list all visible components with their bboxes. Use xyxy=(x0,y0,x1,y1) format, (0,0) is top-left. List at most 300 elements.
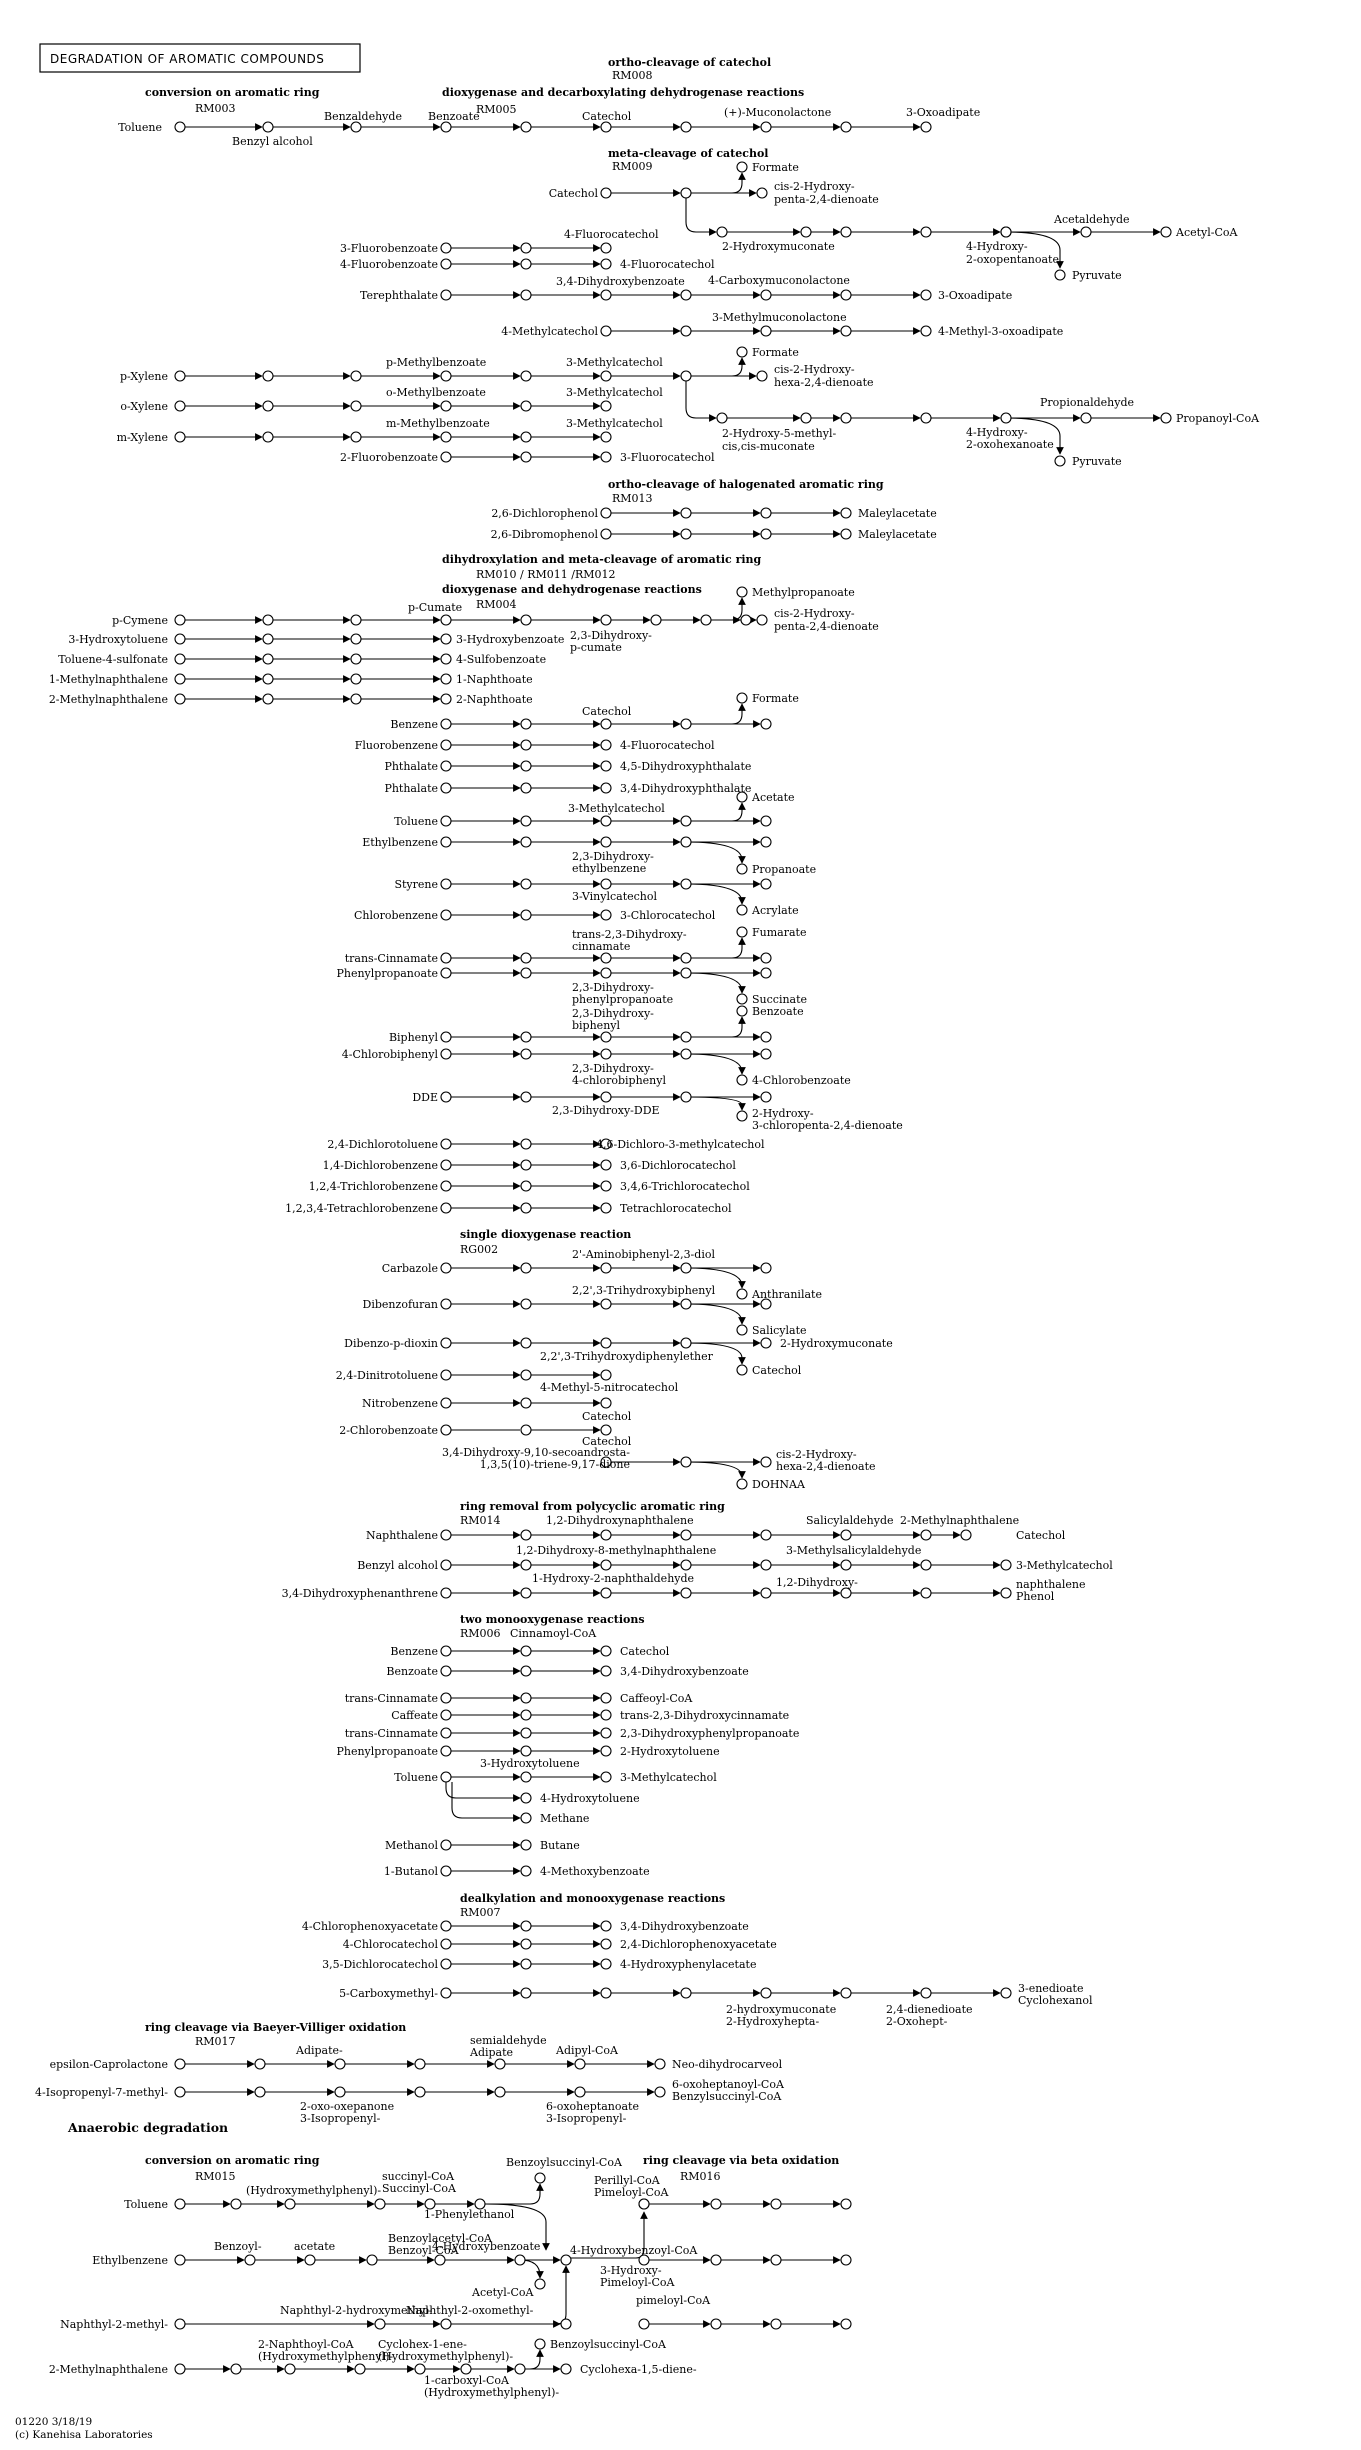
compound-node[interactable] xyxy=(681,1049,691,1059)
compound-node[interactable] xyxy=(521,1338,531,1348)
compound-node[interactable] xyxy=(441,1049,451,1059)
compound-node[interactable] xyxy=(521,1560,531,1570)
compound-node[interactable] xyxy=(441,1398,451,1408)
compound-node[interactable] xyxy=(601,1921,611,1931)
compound-node[interactable] xyxy=(921,1560,931,1570)
compound-node[interactable] xyxy=(601,1203,611,1213)
compound-node[interactable] xyxy=(761,1049,771,1059)
compound-node[interactable] xyxy=(601,740,611,750)
compound-node[interactable] xyxy=(441,432,451,442)
compound-node[interactable] xyxy=(601,1746,611,1756)
compound-node[interactable] xyxy=(441,879,451,889)
compound-node[interactable] xyxy=(601,1772,611,1782)
compound-node[interactable] xyxy=(737,994,747,1004)
compound-node[interactable] xyxy=(1001,1588,1011,1598)
compound-node[interactable] xyxy=(175,694,185,704)
compound-node[interactable] xyxy=(561,2364,571,2374)
compound-node[interactable] xyxy=(521,1646,531,1656)
compound-node[interactable] xyxy=(263,615,273,625)
compound-node[interactable] xyxy=(521,1530,531,1540)
compound-node[interactable] xyxy=(351,371,361,381)
compound-node[interactable] xyxy=(601,1032,611,1042)
compound-node[interactable] xyxy=(841,413,851,423)
compound-node[interactable] xyxy=(601,1263,611,1273)
compound-node[interactable] xyxy=(441,761,451,771)
compound-node[interactable] xyxy=(441,1840,451,1850)
compound-node[interactable] xyxy=(441,1370,451,1380)
compound-node[interactable] xyxy=(175,432,185,442)
compound-node[interactable] xyxy=(175,2364,185,2374)
compound-node[interactable] xyxy=(521,1049,531,1059)
compound-node[interactable] xyxy=(601,1049,611,1059)
compound-node[interactable] xyxy=(737,1365,747,1375)
compound-node[interactable] xyxy=(841,290,851,300)
compound-node[interactable] xyxy=(521,1959,531,1969)
compound-node[interactable] xyxy=(681,1457,691,1467)
compound-node[interactable] xyxy=(601,1398,611,1408)
compound-node[interactable] xyxy=(601,371,611,381)
compound-node[interactable] xyxy=(601,910,611,920)
compound-node[interactable] xyxy=(601,1181,611,1191)
compound-node[interactable] xyxy=(601,1530,611,1540)
compound-node[interactable] xyxy=(521,1746,531,1756)
compound-node[interactable] xyxy=(711,2255,721,2265)
compound-node[interactable] xyxy=(441,1588,451,1598)
compound-node[interactable] xyxy=(737,1479,747,1489)
compound-node[interactable] xyxy=(231,2199,241,2209)
compound-node[interactable] xyxy=(761,508,771,518)
compound-node[interactable] xyxy=(921,413,931,423)
compound-node[interactable] xyxy=(921,290,931,300)
compound-node[interactable] xyxy=(351,654,361,664)
compound-node[interactable] xyxy=(681,529,691,539)
compound-node[interactable] xyxy=(761,1032,771,1042)
compound-node[interactable] xyxy=(441,1693,451,1703)
compound-node[interactable] xyxy=(351,401,361,411)
compound-node[interactable] xyxy=(921,227,931,237)
compound-node[interactable] xyxy=(737,347,747,357)
compound-node[interactable] xyxy=(601,259,611,269)
compound-node[interactable] xyxy=(441,1560,451,1570)
compound-node[interactable] xyxy=(651,615,661,625)
compound-node[interactable] xyxy=(461,2364,471,2374)
compound-node[interactable] xyxy=(521,1032,531,1042)
compound-node[interactable] xyxy=(521,1263,531,1273)
compound-node[interactable] xyxy=(521,615,531,625)
compound-node[interactable] xyxy=(737,1289,747,1299)
compound-node[interactable] xyxy=(521,719,531,729)
compound-node[interactable] xyxy=(921,1988,931,1998)
compound-node[interactable] xyxy=(441,290,451,300)
compound-node[interactable] xyxy=(601,1710,611,1720)
compound-node[interactable] xyxy=(575,2087,585,2097)
compound-node[interactable] xyxy=(681,290,691,300)
compound-node[interactable] xyxy=(441,1338,451,1348)
compound-node[interactable] xyxy=(263,371,273,381)
compound-node[interactable] xyxy=(521,1398,531,1408)
compound-node[interactable] xyxy=(441,2319,451,2329)
compound-node[interactable] xyxy=(441,1092,451,1102)
compound-node[interactable] xyxy=(601,1425,611,1435)
compound-node[interactable] xyxy=(757,371,767,381)
compound-node[interactable] xyxy=(441,910,451,920)
compound-node[interactable] xyxy=(601,879,611,889)
compound-node[interactable] xyxy=(681,1263,691,1273)
compound-node[interactable] xyxy=(521,1793,531,1803)
compound-node[interactable] xyxy=(441,122,451,132)
compound-node[interactable] xyxy=(601,1728,611,1738)
compound-node[interactable] xyxy=(601,188,611,198)
compound-node[interactable] xyxy=(521,1425,531,1435)
compound-node[interactable] xyxy=(761,326,771,336)
compound-node[interactable] xyxy=(841,2255,851,2265)
compound-node[interactable] xyxy=(285,2364,295,2374)
compound-node[interactable] xyxy=(841,1588,851,1598)
compound-node[interactable] xyxy=(681,371,691,381)
compound-node[interactable] xyxy=(351,122,361,132)
compound-node[interactable] xyxy=(761,719,771,729)
compound-node[interactable] xyxy=(535,2279,545,2289)
compound-node[interactable] xyxy=(601,1092,611,1102)
compound-node[interactable] xyxy=(263,432,273,442)
compound-node[interactable] xyxy=(601,1560,611,1570)
compound-node[interactable] xyxy=(655,2087,665,2097)
compound-node[interactable] xyxy=(841,1530,851,1540)
compound-node[interactable] xyxy=(521,1939,531,1949)
compound-node[interactable] xyxy=(521,1921,531,1931)
compound-node[interactable] xyxy=(841,1988,851,1998)
compound-node[interactable] xyxy=(521,452,531,462)
compound-node[interactable] xyxy=(681,953,691,963)
compound-node[interactable] xyxy=(601,953,611,963)
compound-node[interactable] xyxy=(737,1006,747,1016)
compound-node[interactable] xyxy=(761,1263,771,1273)
compound-node[interactable] xyxy=(263,654,273,664)
compound-node[interactable] xyxy=(681,1988,691,1998)
compound-node[interactable] xyxy=(441,1939,451,1949)
compound-node[interactable] xyxy=(761,529,771,539)
compound-node[interactable] xyxy=(1055,270,1065,280)
compound-node[interactable] xyxy=(175,2087,185,2097)
compound-node[interactable] xyxy=(601,452,611,462)
compound-node[interactable] xyxy=(921,122,931,132)
compound-node[interactable] xyxy=(351,432,361,442)
compound-node[interactable] xyxy=(1161,413,1171,423)
compound-node[interactable] xyxy=(561,2319,571,2329)
compound-node[interactable] xyxy=(681,968,691,978)
compound-node[interactable] xyxy=(535,2173,545,2183)
compound-node[interactable] xyxy=(263,122,273,132)
compound-node[interactable] xyxy=(681,837,691,847)
compound-node[interactable] xyxy=(305,2255,315,2265)
compound-node[interactable] xyxy=(351,634,361,644)
compound-node[interactable] xyxy=(1081,227,1091,237)
compound-node[interactable] xyxy=(521,837,531,847)
compound-node[interactable] xyxy=(335,2059,345,2069)
compound-node[interactable] xyxy=(521,290,531,300)
compound-node[interactable] xyxy=(375,2319,385,2329)
compound-node[interactable] xyxy=(601,783,611,793)
compound-node[interactable] xyxy=(441,1988,451,1998)
compound-node[interactable] xyxy=(681,719,691,729)
compound-node[interactable] xyxy=(601,1988,611,1998)
compound-node[interactable] xyxy=(921,1588,931,1598)
compound-node[interactable] xyxy=(717,227,727,237)
compound-node[interactable] xyxy=(521,1728,531,1738)
compound-node[interactable] xyxy=(441,1181,451,1191)
compound-node[interactable] xyxy=(521,371,531,381)
compound-node[interactable] xyxy=(441,694,451,704)
compound-node[interactable] xyxy=(441,401,451,411)
compound-node[interactable] xyxy=(681,1530,691,1540)
compound-node[interactable] xyxy=(521,1139,531,1149)
compound-node[interactable] xyxy=(521,1181,531,1191)
compound-node[interactable] xyxy=(335,2087,345,2097)
compound-node[interactable] xyxy=(841,326,851,336)
compound-node[interactable] xyxy=(681,122,691,132)
compound-node[interactable] xyxy=(841,122,851,132)
compound-node[interactable] xyxy=(441,1530,451,1540)
compound-node[interactable] xyxy=(681,1032,691,1042)
compound-node[interactable] xyxy=(441,1866,451,1876)
compound-node[interactable] xyxy=(601,432,611,442)
compound-node[interactable] xyxy=(441,1728,451,1738)
compound-node[interactable] xyxy=(601,508,611,518)
compound-node[interactable] xyxy=(441,1299,451,1309)
compound-node[interactable] xyxy=(441,816,451,826)
compound-node[interactable] xyxy=(601,122,611,132)
compound-node[interactable] xyxy=(351,615,361,625)
compound-node[interactable] xyxy=(441,1959,451,1969)
compound-node[interactable] xyxy=(375,2199,385,2209)
compound-node[interactable] xyxy=(717,413,727,423)
compound-node[interactable] xyxy=(601,761,611,771)
compound-node[interactable] xyxy=(601,816,611,826)
compound-node[interactable] xyxy=(1001,1560,1011,1570)
compound-node[interactable] xyxy=(771,2255,781,2265)
compound-node[interactable] xyxy=(681,879,691,889)
compound-node[interactable] xyxy=(1001,413,1011,423)
compound-node[interactable] xyxy=(737,1325,747,1335)
compound-node[interactable] xyxy=(521,243,531,253)
compound-node[interactable] xyxy=(521,1840,531,1850)
compound-node[interactable] xyxy=(175,401,185,411)
compound-node[interactable] xyxy=(521,1370,531,1380)
compound-node[interactable] xyxy=(737,1075,747,1085)
compound-node[interactable] xyxy=(521,1299,531,1309)
compound-node[interactable] xyxy=(521,1866,531,1876)
compound-node[interactable] xyxy=(601,615,611,625)
compound-node[interactable] xyxy=(681,1588,691,1598)
compound-node[interactable] xyxy=(441,259,451,269)
compound-node[interactable] xyxy=(681,1338,691,1348)
compound-node[interactable] xyxy=(741,615,751,625)
compound-node[interactable] xyxy=(441,1646,451,1656)
compound-node[interactable] xyxy=(681,326,691,336)
compound-node[interactable] xyxy=(521,1710,531,1720)
compound-node[interactable] xyxy=(521,259,531,269)
compound-node[interactable] xyxy=(441,452,451,462)
compound-node[interactable] xyxy=(521,816,531,826)
compound-node[interactable] xyxy=(761,1530,771,1540)
compound-node[interactable] xyxy=(415,2087,425,2097)
compound-node[interactable] xyxy=(601,1338,611,1348)
compound-node[interactable] xyxy=(1161,227,1171,237)
compound-node[interactable] xyxy=(521,1693,531,1703)
compound-node[interactable] xyxy=(175,634,185,644)
compound-node[interactable] xyxy=(655,2059,665,2069)
compound-node[interactable] xyxy=(921,326,931,336)
compound-node[interactable] xyxy=(1055,456,1065,466)
compound-node[interactable] xyxy=(175,615,185,625)
compound-node[interactable] xyxy=(441,371,451,381)
compound-node[interactable] xyxy=(441,243,451,253)
compound-node[interactable] xyxy=(441,615,451,625)
compound-node[interactable] xyxy=(761,1092,771,1102)
compound-node[interactable] xyxy=(263,694,273,704)
compound-node[interactable] xyxy=(441,1263,451,1273)
compound-node[interactable] xyxy=(245,2255,255,2265)
compound-node[interactable] xyxy=(521,1988,531,1998)
compound-node[interactable] xyxy=(355,2364,365,2374)
compound-node[interactable] xyxy=(841,1560,851,1570)
compound-node[interactable] xyxy=(841,2319,851,2329)
compound-node[interactable] xyxy=(761,816,771,826)
compound-node[interactable] xyxy=(175,654,185,664)
compound-node[interactable] xyxy=(175,371,185,381)
compound-node[interactable] xyxy=(681,1092,691,1102)
compound-node[interactable] xyxy=(263,401,273,411)
compound-node[interactable] xyxy=(535,2339,545,2349)
compound-node[interactable] xyxy=(601,1939,611,1949)
compound-node[interactable] xyxy=(601,326,611,336)
compound-node[interactable] xyxy=(761,1457,771,1467)
compound-node[interactable] xyxy=(737,162,747,172)
compound-node[interactable] xyxy=(841,529,851,539)
compound-node[interactable] xyxy=(771,2199,781,2209)
compound-node[interactable] xyxy=(761,122,771,132)
compound-node[interactable] xyxy=(601,1370,611,1380)
compound-node[interactable] xyxy=(701,615,711,625)
compound-node[interactable] xyxy=(601,1299,611,1309)
compound-node[interactable] xyxy=(231,2364,241,2374)
compound-node[interactable] xyxy=(441,1772,451,1782)
compound-node[interactable] xyxy=(441,1666,451,1676)
compound-node[interactable] xyxy=(441,837,451,847)
compound-node[interactable] xyxy=(521,761,531,771)
compound-node[interactable] xyxy=(1081,413,1091,423)
compound-node[interactable] xyxy=(521,1666,531,1676)
compound-node[interactable] xyxy=(255,2059,265,2069)
compound-node[interactable] xyxy=(601,1693,611,1703)
compound-node[interactable] xyxy=(175,2319,185,2329)
compound-node[interactable] xyxy=(761,879,771,889)
compound-node[interactable] xyxy=(441,719,451,729)
compound-node[interactable] xyxy=(601,719,611,729)
compound-node[interactable] xyxy=(521,968,531,978)
compound-node[interactable] xyxy=(761,837,771,847)
compound-node[interactable] xyxy=(575,2059,585,2069)
compound-node[interactable] xyxy=(761,1588,771,1598)
compound-node[interactable] xyxy=(737,1111,747,1121)
compound-node[interactable] xyxy=(761,290,771,300)
compound-node[interactable] xyxy=(681,508,691,518)
compound-node[interactable] xyxy=(921,1530,931,1540)
compound-node[interactable] xyxy=(601,243,611,253)
compound-node[interactable] xyxy=(441,1425,451,1435)
compound-node[interactable] xyxy=(441,1032,451,1042)
compound-node[interactable] xyxy=(681,188,691,198)
compound-node[interactable] xyxy=(639,2199,649,2209)
compound-node[interactable] xyxy=(841,508,851,518)
compound-node[interactable] xyxy=(255,2087,265,2097)
compound-node[interactable] xyxy=(761,968,771,978)
compound-node[interactable] xyxy=(441,1160,451,1170)
compound-node[interactable] xyxy=(441,1921,451,1931)
compound-node[interactable] xyxy=(263,674,273,684)
compound-node[interactable] xyxy=(737,905,747,915)
compound-node[interactable] xyxy=(601,529,611,539)
compound-node[interactable] xyxy=(521,879,531,889)
compound-node[interactable] xyxy=(1001,1988,1011,1998)
compound-node[interactable] xyxy=(441,740,451,750)
compound-node[interactable] xyxy=(285,2199,295,2209)
compound-node[interactable] xyxy=(263,634,273,644)
compound-node[interactable] xyxy=(841,227,851,237)
compound-node[interactable] xyxy=(515,2255,525,2265)
compound-node[interactable] xyxy=(521,910,531,920)
compound-node[interactable] xyxy=(415,2059,425,2069)
compound-node[interactable] xyxy=(601,1666,611,1676)
compound-node[interactable] xyxy=(521,1588,531,1598)
compound-node[interactable] xyxy=(801,227,811,237)
compound-node[interactable] xyxy=(521,953,531,963)
compound-node[interactable] xyxy=(601,837,611,847)
compound-node[interactable] xyxy=(521,1813,531,1823)
compound-node[interactable] xyxy=(175,122,185,132)
compound-node[interactable] xyxy=(601,1959,611,1969)
compound-node[interactable] xyxy=(761,953,771,963)
compound-node[interactable] xyxy=(761,1338,771,1348)
compound-node[interactable] xyxy=(175,674,185,684)
compound-node[interactable] xyxy=(441,1710,451,1720)
compound-node[interactable] xyxy=(601,290,611,300)
compound-node[interactable] xyxy=(515,2364,525,2374)
compound-node[interactable] xyxy=(521,1203,531,1213)
compound-node[interactable] xyxy=(175,2255,185,2265)
compound-node[interactable] xyxy=(441,1203,451,1213)
compound-node[interactable] xyxy=(441,1139,451,1149)
compound-node[interactable] xyxy=(441,783,451,793)
compound-node[interactable] xyxy=(711,2199,721,2209)
compound-node[interactable] xyxy=(441,674,451,684)
compound-node[interactable] xyxy=(441,953,451,963)
compound-node[interactable] xyxy=(737,587,747,597)
compound-node[interactable] xyxy=(757,615,767,625)
compound-node[interactable] xyxy=(175,2199,185,2209)
compound-node[interactable] xyxy=(441,654,451,664)
compound-node[interactable] xyxy=(601,968,611,978)
compound-node[interactable] xyxy=(1001,227,1011,237)
compound-node[interactable] xyxy=(441,1746,451,1756)
compound-node[interactable] xyxy=(737,927,747,937)
compound-node[interactable] xyxy=(841,2199,851,2209)
compound-node[interactable] xyxy=(351,674,361,684)
compound-node[interactable] xyxy=(737,864,747,874)
compound-node[interactable] xyxy=(681,1299,691,1309)
compound-node[interactable] xyxy=(601,1646,611,1656)
compound-node[interactable] xyxy=(761,1560,771,1570)
